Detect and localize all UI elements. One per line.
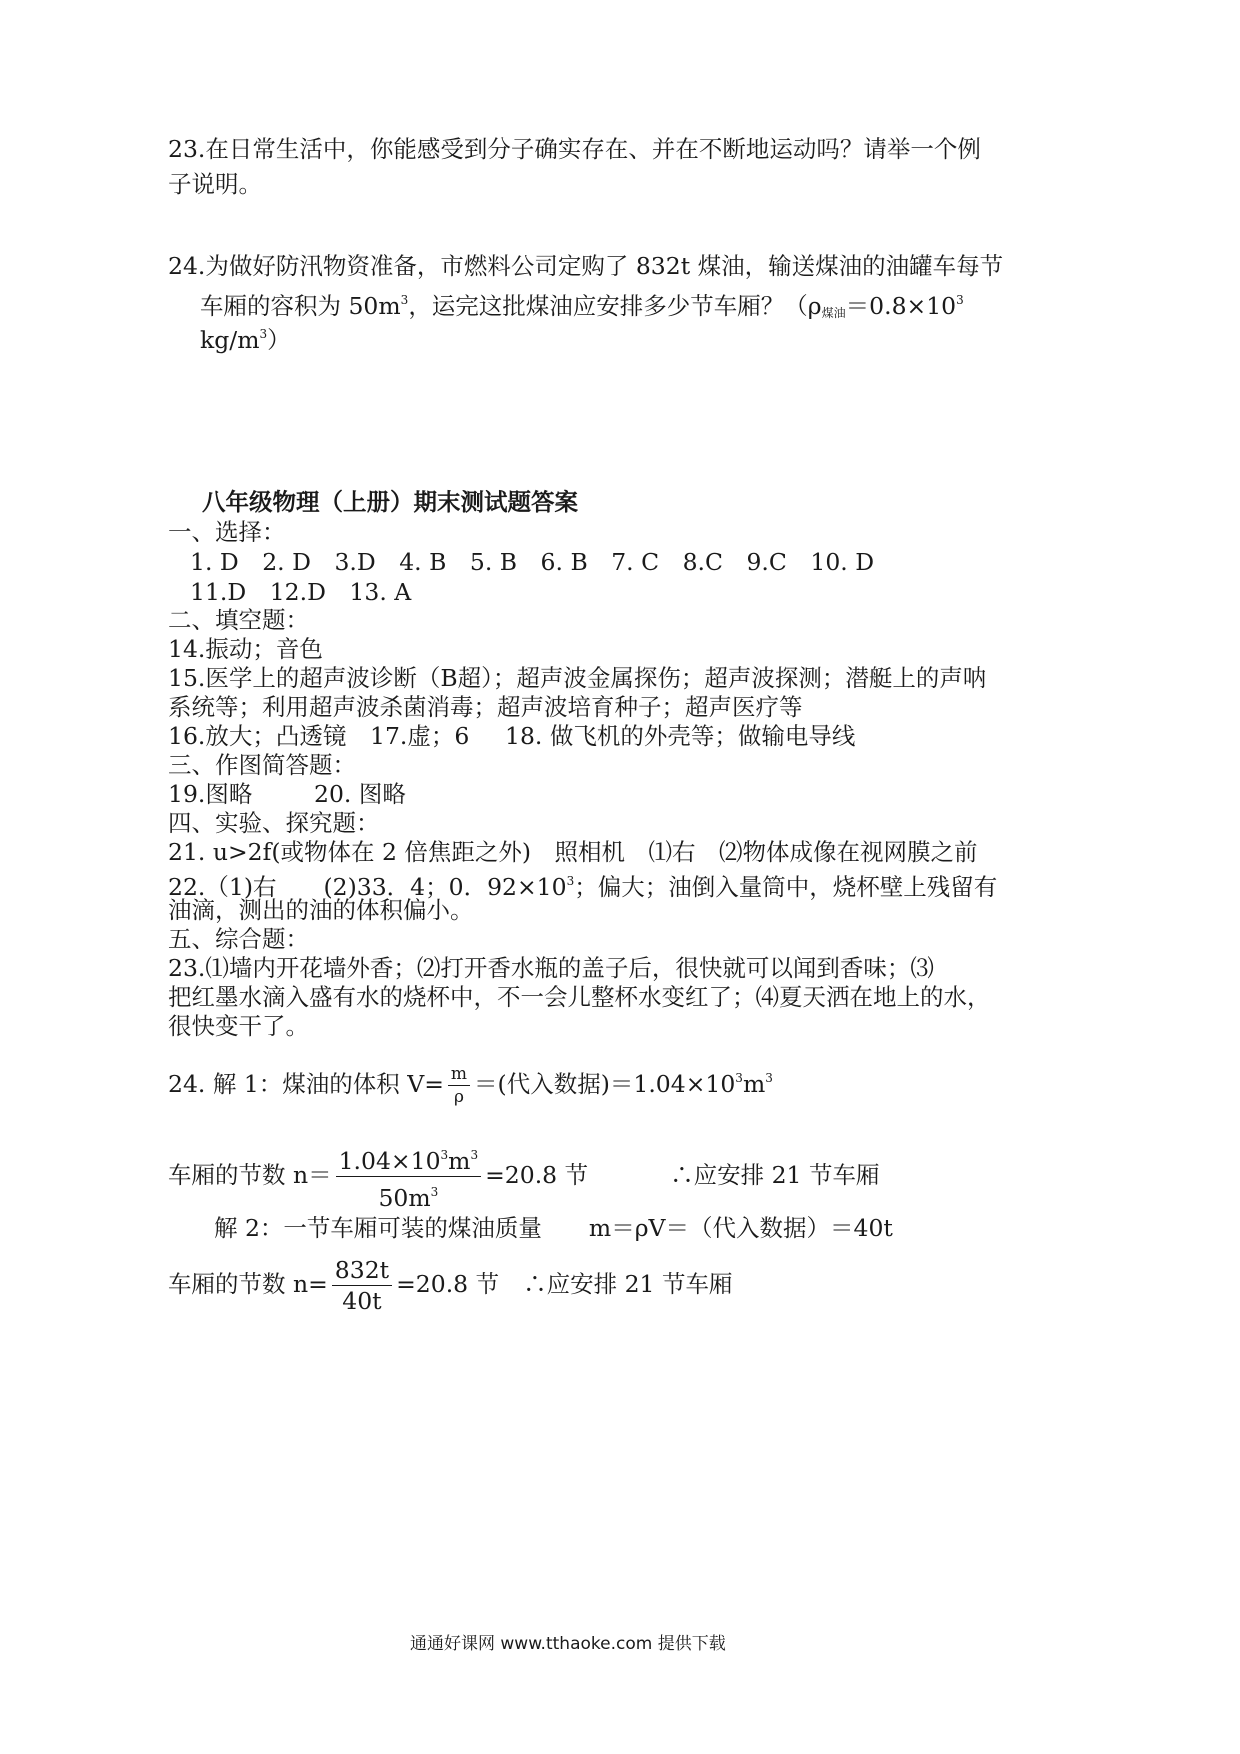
q23-line-1: 23.在日常生活中，你能感受到分子确实存在、并在不断地运动吗？请举一个例 — [168, 135, 981, 163]
q24-text: kg/m — [200, 326, 260, 354]
denominator-value: 50m — [378, 1184, 431, 1212]
conclusion: ∴应安排 21 节车厢 — [523, 1270, 733, 1298]
fraction-denominator — [336, 1177, 482, 1213]
subscript: 煤油 — [821, 306, 846, 320]
q23-line-2: 子说明。 — [168, 170, 262, 198]
answer-23-line-2: 把红墨水滴入盛有水的烧杯中，不一会儿整杯水变红了；⑷夏天洒在地上的水， — [168, 983, 991, 1011]
fraction-denominator: ρ — [453, 1087, 464, 1107]
answer-24-solution-2: 解 2：一节车厢可装的煤油质量 m＝ρV＝（代入数据）＝40t — [214, 1214, 893, 1242]
fraction-numerator: 832t — [332, 1255, 392, 1286]
fraction-volume-over-capacity — [336, 1140, 482, 1213]
formula-prefix: 车厢的节数 n= — [168, 1270, 328, 1298]
answer-19: 19.图略 — [168, 780, 253, 808]
superscript: 3 — [470, 1148, 479, 1162]
fraction-m-over-rho — [448, 1063, 470, 1108]
section-5-heading: 五、综合题： — [168, 925, 309, 953]
fraction-mass-over-car-mass — [332, 1255, 392, 1316]
unit: m — [448, 1147, 471, 1175]
answer-24-solution-1 — [168, 1056, 773, 1108]
formula-prefix: 车厢的节数 n＝ — [168, 1161, 332, 1189]
answer-22-text: 22.（1)右 (2)33．4；0．92×10 — [168, 873, 567, 901]
q24-text: 车厢的容积为 50m — [200, 292, 401, 320]
q24-text: ＝0.8×10 — [845, 292, 957, 320]
q24-line-2 — [200, 284, 964, 329]
answer-18: 18. 做飞机的外壳等；做输电导线 — [505, 722, 856, 750]
superscript: 3 — [430, 1185, 439, 1199]
choice-answers-row-1: 1. D 2. D 3.D 4. B 5. B 6. B 7. C 8.C 9.C 10. D — [190, 548, 875, 576]
answer-22-line-2: 油滴，测出的油的体积偏小。 — [168, 896, 474, 924]
q24-text: ，运完这批煤油应安排多少节车厢？（ρ — [408, 292, 822, 320]
section-4-heading: 四、实验、探究题： — [168, 809, 380, 837]
superscript: 3 — [566, 874, 575, 888]
answer-20: 20. 图略 — [314, 780, 406, 808]
answer-15-line-2: 系统等；利用超声波杀菌消毒；超声波培育种子；超声医疗等 — [168, 693, 803, 721]
formula-suffix: ＝(代入数据)＝1.04×10 — [474, 1070, 736, 1098]
footer-text: 通通好课网 www.tthaoke.com 提供下载 — [410, 1634, 726, 1654]
superscript: 3 — [956, 293, 964, 307]
answer-22-text: ；偏大；油倒入量筒中，烧杯壁上残留有 — [574, 873, 998, 901]
result: =20.8 节 — [485, 1161, 589, 1189]
superscript: 3 — [735, 1071, 743, 1085]
conclusion: ∴应安排 21 节车厢 — [670, 1161, 880, 1189]
fraction-denominator: 40t — [342, 1287, 382, 1315]
superscript: 3 — [259, 327, 268, 341]
answer-23-line-3: 很快变干了。 — [168, 1012, 309, 1040]
answer-23-line-1: 23.⑴墙内开花墙外香；⑵打开香水瓶的盖子后，很快就可以闻到香味；⑶ — [168, 954, 934, 982]
unit: m — [742, 1070, 766, 1098]
answer-17: 17.虚；6 — [370, 722, 470, 750]
q24-line-3 — [200, 318, 291, 356]
answer-24-cars-1 — [168, 1140, 879, 1213]
answers-title: 八年级物理（上册）期末测试题答案 — [202, 488, 578, 516]
choice-answers-row-2: 11.D 12.D 13. A — [190, 578, 412, 606]
fraction-numerator — [336, 1140, 482, 1177]
section-1-heading: 一、选择： — [168, 518, 286, 546]
numerator-value: 1.04×10 — [338, 1147, 441, 1175]
answer-21: 21. u>2f(或物体在 2 倍焦距之外) 照相机 ⑴右 ⑵物体成像在视网膜之前 — [168, 838, 978, 866]
section-2-heading: 二、填空题： — [168, 606, 309, 634]
answer-16: 16.放大；凸透镜 — [168, 722, 347, 750]
answer-24-cars-2 — [168, 1254, 732, 1316]
result: =20.8 节 — [396, 1270, 500, 1298]
fraction-numerator: m — [448, 1063, 470, 1086]
superscript: 3 — [400, 293, 409, 307]
answer-14: 14.振动；音色 — [168, 635, 323, 663]
answer-15-line-1: 15.医学上的超声波诊断（B超）；超声波金属探伤；超声波探测；潜艇上的声呐 — [168, 664, 987, 692]
section-3-heading: 三、作图简答题： — [168, 751, 356, 779]
formula-prefix: 24. 解 1：煤油的体积 V= — [168, 1070, 444, 1098]
superscript: 3 — [440, 1148, 449, 1162]
q24-text: ） — [267, 326, 291, 354]
superscript: 3 — [765, 1071, 773, 1085]
q24-line-1: 24.为做好防汛物资准备，市燃料公司定购了 832t 煤油，输送煤油的油罐车每节 — [168, 252, 1004, 280]
